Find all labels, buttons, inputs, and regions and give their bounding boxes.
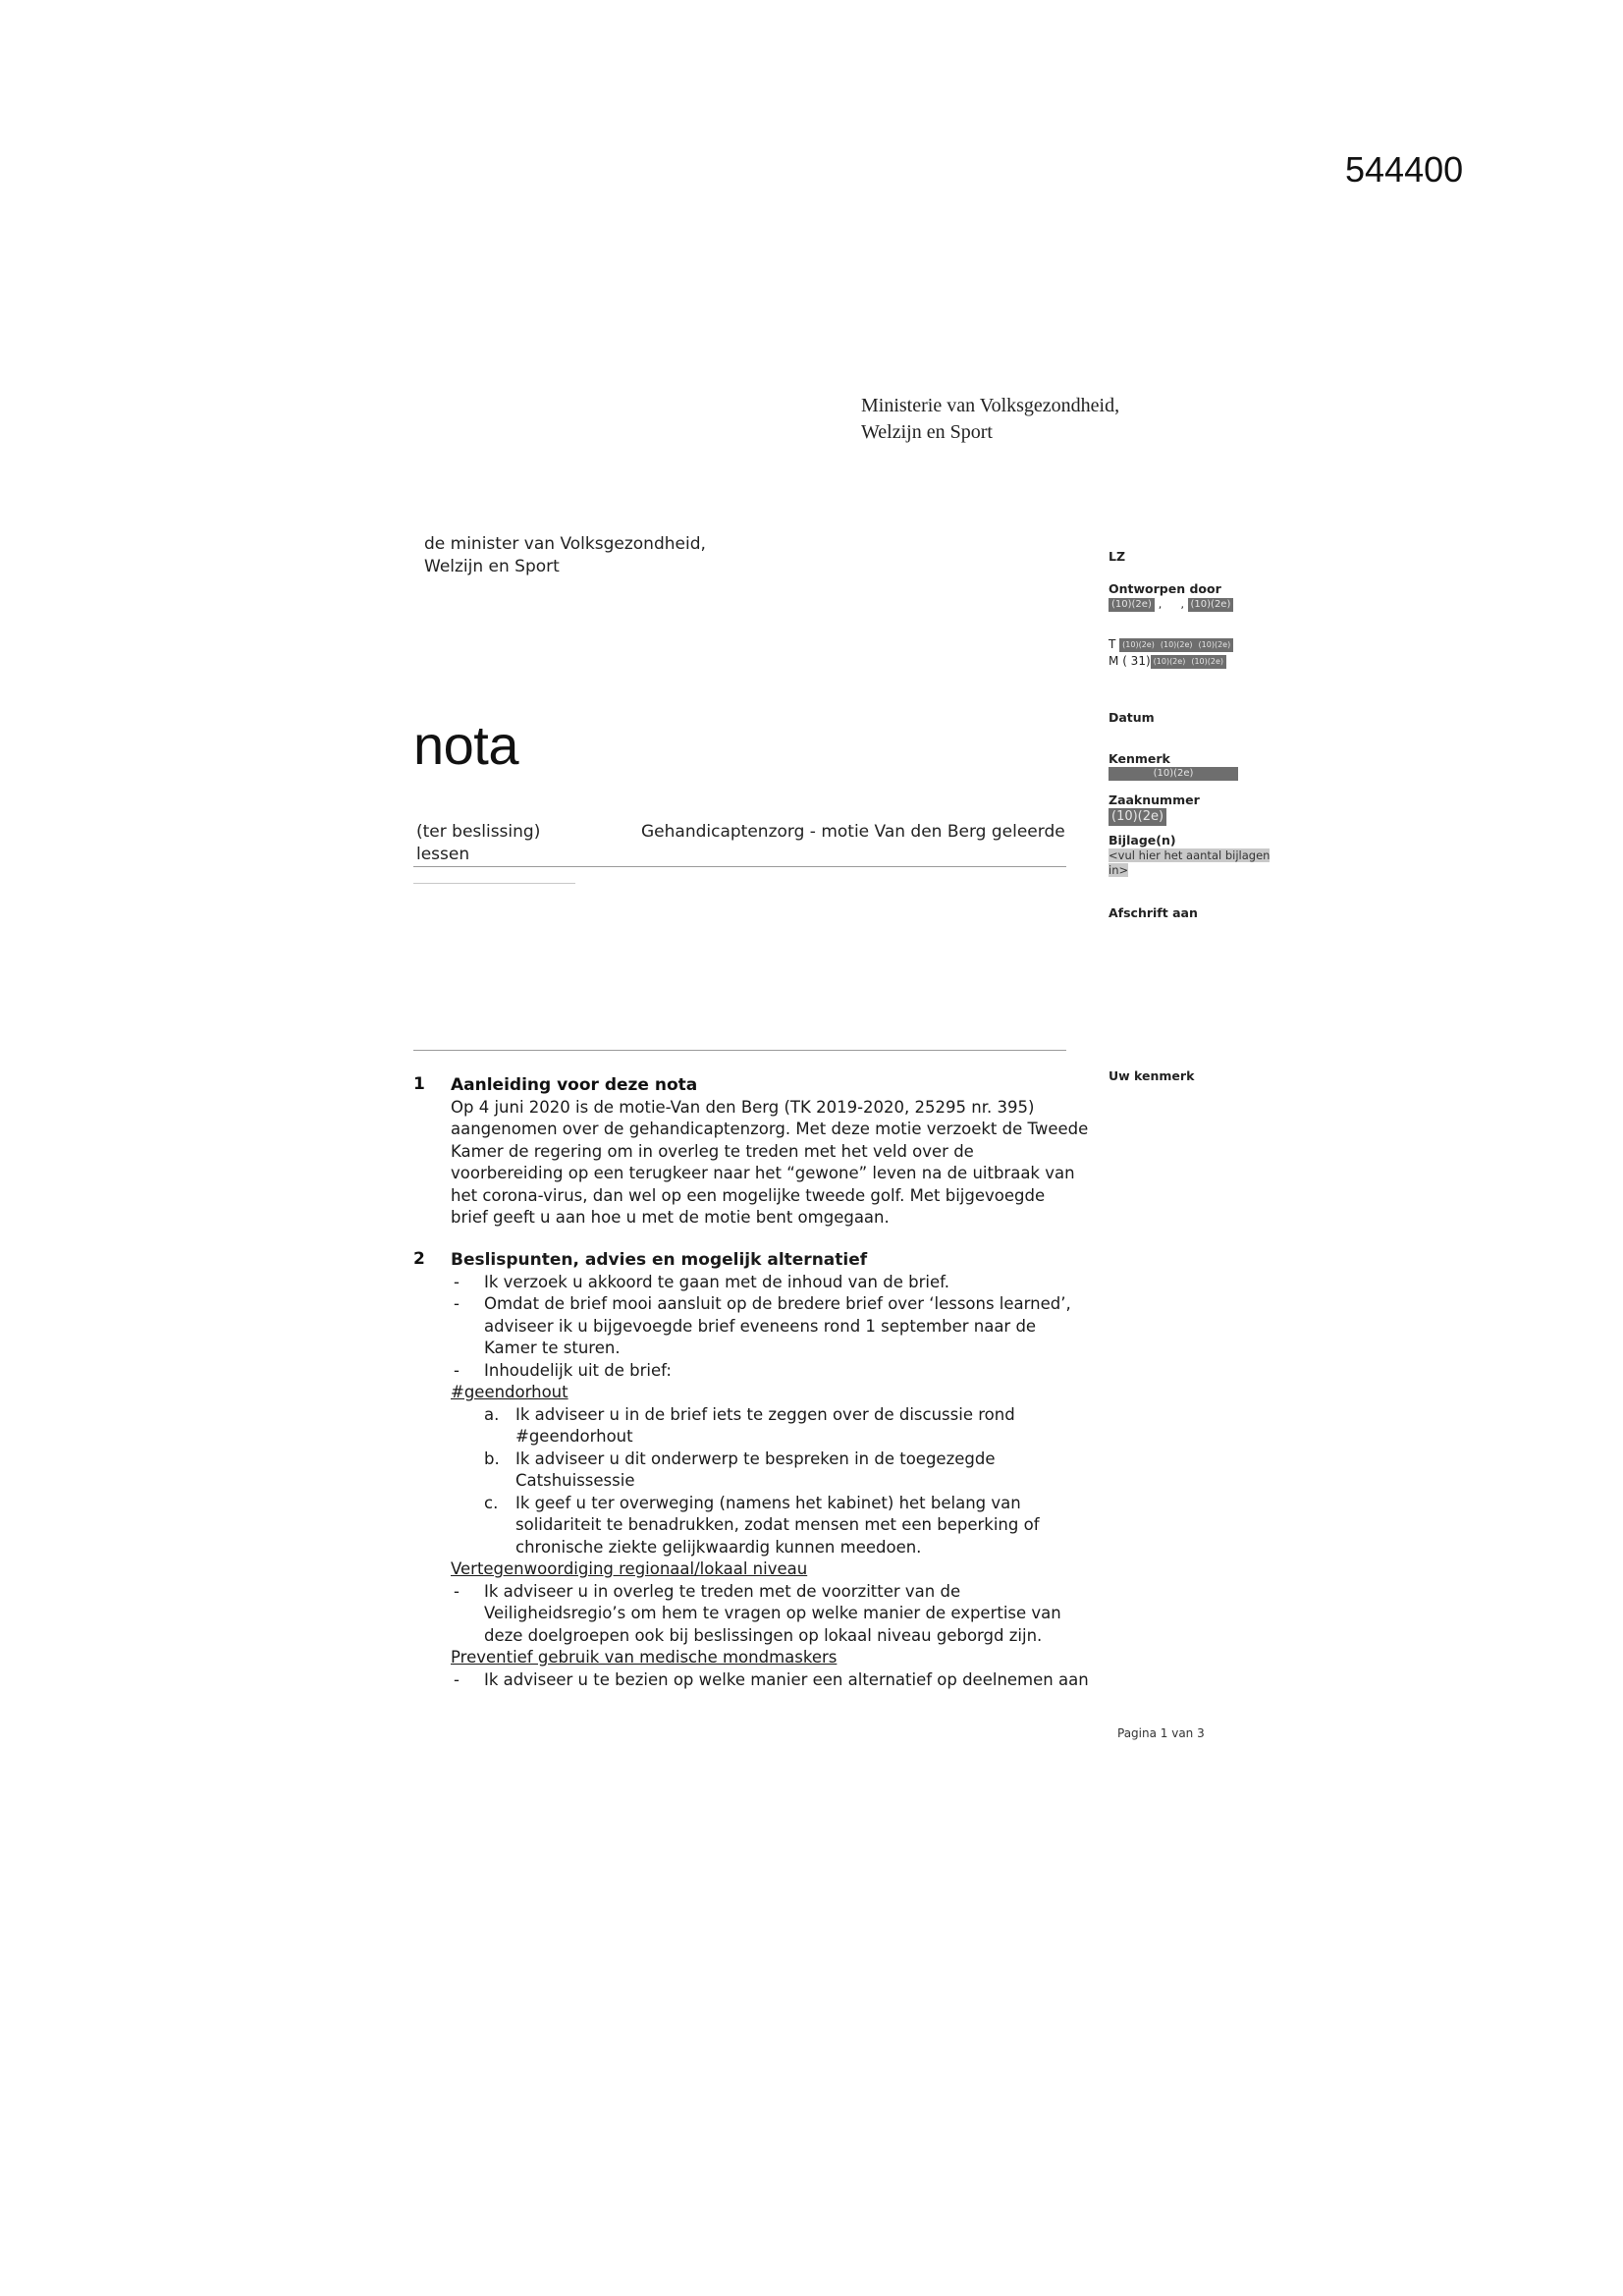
text-line: Ik geef u ter overweging (namens het kabinet) het belang van <box>515 1493 1021 1512</box>
text-line: Inhoudelijk uit de brief: <box>484 1360 672 1380</box>
addressee-line-1: de minister van Volksgezondheid, <box>424 534 706 554</box>
text-line: het corona-virus, dan wel op een mogelijke tweede golf. Met bijgevoegde <box>451 1185 1046 1205</box>
text-line: Omdat de brief mooi aansluit op de bredere brief over ‘lessons learned’, <box>484 1294 1071 1313</box>
redaction-box: (10)(2e) <box>1109 767 1238 781</box>
section-1 <box>413 1074 1101 1230</box>
list-item: b. Ik adviseer u dit onderwerp te bespreken in de toegezegde Catshuissessie <box>451 1449 1120 1493</box>
redaction-box: (10)(2e) <box>1158 638 1196 652</box>
sidebar-reference: Kenmerk (10)(2e) <box>1109 751 1238 781</box>
mobile-label: M <box>1109 654 1119 668</box>
document-number: 544400 <box>1345 149 1464 190</box>
redaction-box: (10)(2e) <box>1119 638 1158 652</box>
text-line: Catshuissessie <box>515 1471 635 1490</box>
list-item: - Ik adviseer u te bezien op welke manier een alternatief op deelnemen aan <box>451 1669 1120 1692</box>
redaction-box: (10)(2e) <box>1188 655 1226 669</box>
redaction-box: (10)(2e) <box>1109 598 1155 612</box>
sidebar-drafted-by: Ontworpen door (10)(2e) , , (10)(2e) <box>1109 581 1233 612</box>
divider-bottom <box>413 1050 1066 1051</box>
text-line: Op 4 juni 2020 is de motie-Van den Berg (TK 2019-2020, 25295 nr. 395) <box>451 1097 1035 1117</box>
list-item: - Ik adviseer u in overleg te treden met de voorzitter van de Veiligheidsregio’s om hem te vragen op welke manier de expertise van deze doelgroepen ook bij beslissingen op lokaal niveau geborgd zijn. <box>451 1581 1120 1648</box>
text-line: Kamer de regering om in overleg te treden met het veld over de <box>451 1141 974 1161</box>
text-line: Kamer te sturen. <box>484 1339 621 1357</box>
section-number: 1 <box>413 1074 425 1094</box>
sidebar-attachments: Bijlage(n) <vul hier het aantal bijlagen in> <box>1109 833 1271 877</box>
section-2 <box>413 1249 1120 1691</box>
text-line: Ik adviseer u dit onderwerp te bespreken in de toegezegde <box>515 1449 996 1468</box>
text-line: Ik adviseer u in de brief iets te zeggen over de discussie rond <box>515 1404 1015 1424</box>
page-number: Pagina 1 van 3 <box>1117 1726 1205 1740</box>
sidebar-case-number: Zaaknummer (10)(2e) <box>1109 793 1200 824</box>
divider-short <box>413 883 575 884</box>
sidebar-date: Datum <box>1109 710 1155 725</box>
purpose <box>416 821 540 866</box>
text-line: Ik adviseer u te bezien op welke manier een alternatief op deelnemen aan <box>484 1669 1089 1689</box>
attachment-placeholder: <vul hier het aantal bijlagen in> <box>1109 848 1271 877</box>
text-line: Veiligheidsregio’s om hem te vragen op welke manier de expertise van <box>484 1604 1061 1622</box>
drafted-by-label: Ontworpen door <box>1109 581 1221 596</box>
phone-label: T <box>1109 637 1116 651</box>
text-line: solidariteit te benadrukken, zodat mensen met een beperking of <box>515 1515 1040 1534</box>
sidebar-dept: LZ <box>1109 549 1126 564</box>
section-1-body <box>451 1097 1101 1230</box>
text-line: chronische ziekte gelijkwaardig kunnen meedoen. <box>515 1537 922 1557</box>
text-line: #geendorhout <box>515 1427 633 1446</box>
subheading: Preventief gebruik van medische mondmaskers <box>451 1648 838 1667</box>
redaction-box: (10)(2e) <box>1151 655 1189 669</box>
text-line: aangenomen over de gehandicaptenzorg. Met deze motie verzoekt de Tweede <box>451 1120 1089 1138</box>
text-line: Ik adviseer u in overleg te treden met de voorzitter van de <box>484 1581 961 1601</box>
text-line: brief geeft u aan hoe u met de motie bent omgegaan. <box>451 1208 890 1227</box>
text-line: deze doelgroepen ook bij beslissingen op lokaal niveau geborgd zijn. <box>484 1625 1043 1645</box>
list-item: - Omdat de brief mooi aansluit op de bredere brief over ‘lessons learned’, adviseer ik u bijgevoegde brief eveneens rond 1 september naar de Kamer te sturen. <box>451 1293 1120 1360</box>
ministry-name <box>861 393 1119 446</box>
sidebar-contact <box>1109 636 1233 670</box>
sidebar-your-reference: Uw kenmerk <box>1109 1068 1195 1083</box>
section-title: Beslispunten, advies en mogelijk alternatief <box>451 1250 868 1270</box>
list-item: - Inhoudelijk uit de brief: <box>451 1360 1120 1383</box>
purpose-line-2: lessen <box>416 845 470 864</box>
purpose-line-1: (ter beslissing) <box>416 822 541 842</box>
subheading: #geendorhout <box>451 1383 568 1401</box>
list-item: a. Ik adviseer u in de brief iets te zeggen over de discussie rond #geendorhout <box>451 1404 1120 1449</box>
divider-top <box>413 866 1066 867</box>
section-title: Aanleiding voor deze nota <box>451 1075 698 1095</box>
ministry-line-2: Welzijn en Sport <box>861 421 993 443</box>
mobile-prefix: ( 31) <box>1122 654 1151 668</box>
text-line: adviseer ik u bijgevoegde brief eveneens rond 1 september naar de <box>484 1316 1037 1336</box>
list-item: - Ik verzoek u akkoord te gaan met de inhoud van de brief. <box>451 1272 1120 1294</box>
document-type-title: nota <box>413 714 518 776</box>
text-line: voorbereiding op een terugkeer naar het “gewone” leven na de uitbraak van <box>451 1164 1075 1182</box>
redaction-box: (10)(2e) <box>1188 598 1234 612</box>
redaction-box: (10)(2e) <box>1196 638 1234 652</box>
addressee-line-2: Welzijn en Sport <box>424 557 560 576</box>
subheading: Vertegenwoordiging regionaal/lokaal niveau <box>451 1559 808 1578</box>
sidebar-copy-to: Afschrift aan <box>1109 905 1198 920</box>
addressee <box>424 533 706 578</box>
redaction-box: (10)(2e) <box>1109 808 1166 826</box>
ministry-line-1: Ministerie van Volksgezondheid, <box>861 395 1120 416</box>
list-item: c. Ik geef u ter overweging (namens het kabinet) het belang van solidariteit te benadrukken, zodat mensen met een beperking of chronische ziekte gelijkwaardig kunnen meedoen. <box>451 1493 1120 1559</box>
subject: Gehandicaptenzorg - motie Van den Berg geleerde <box>641 822 1065 842</box>
text-line: Ik verzoek u akkoord te gaan met de inhoud van de brief. <box>484 1272 949 1291</box>
section-number: 2 <box>413 1249 425 1269</box>
